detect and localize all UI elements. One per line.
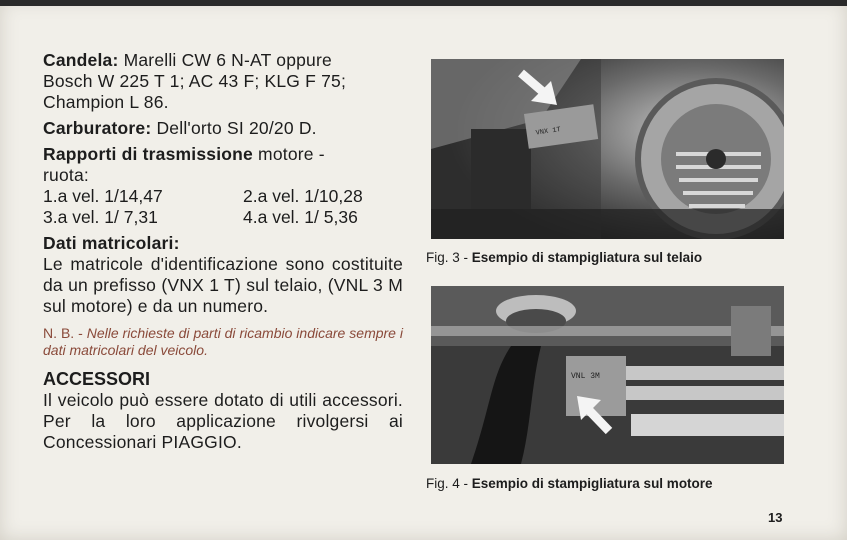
- serial-block: [43, 233, 403, 317]
- left-column: [43, 50, 403, 453]
- carburatore-block: [43, 118, 403, 139]
- accessories-text: Il veicolo può essere dotato di utili accessori. Per la loro applicazione rivolgersi ai Concessionari PIAGGIO.: [43, 390, 403, 452]
- candela-block: [43, 50, 403, 113]
- carburatore-label: Carburatore:: [43, 118, 152, 138]
- serial-text: Le matricole d'identificazione sono costituite da un prefisso (VNX 1 T) sul telaio, (VNL 3 M sul motore) e da un numero.: [43, 254, 403, 316]
- nb-text: Nelle richieste di parti di ricambio indicare sempre i dati matricolari del veicolo.: [43, 325, 404, 358]
- page-top-edge: [0, 0, 847, 6]
- candela-line2: Bosch W 225 T 1; AC 43 F; KLG F 75;: [43, 71, 347, 91]
- accessories-heading: ACCESSORI: [43, 369, 151, 389]
- serial-label: Dati matricolari:: [43, 233, 180, 253]
- figure-4-caption: [426, 476, 713, 491]
- nb-note: [43, 325, 403, 359]
- figure-3-photo: [431, 59, 784, 239]
- candela-label: Candela:: [43, 50, 119, 70]
- figure-4-photo-illustration: [431, 286, 784, 464]
- ratios-label: Rapporti di trasmissione: [43, 144, 253, 164]
- nb-prefix: N. B. -: [43, 325, 87, 341]
- ratio-2: 2.a vel. 1/10,28: [243, 186, 363, 206]
- figure-4-stamp: VNL 3M: [571, 372, 600, 381]
- carburatore-value: Dell'orto SI 20/20 D.: [151, 118, 317, 138]
- figure-4-caption-text: Esempio di stampigliatura sul motore: [471, 476, 713, 491]
- ratios-line2: ruota:: [43, 165, 89, 185]
- figure-4-photo: [431, 286, 784, 464]
- figure-3-prefix: Fig. 3 -: [426, 250, 472, 265]
- ratio-1: 1.a vel. 1/14,47: [43, 186, 163, 206]
- ratios-block: [43, 144, 403, 186]
- figure-3-caption-text: Esempio di stampigliatura sul telaio: [471, 250, 703, 265]
- candela-line1: Marelli CW 6 N-AT oppure: [118, 50, 332, 70]
- ratios-table: [43, 186, 403, 228]
- ratio-3: 3.a vel. 1/ 7,31: [43, 207, 158, 227]
- figure-3-caption: [426, 250, 702, 265]
- figure-3-stamp: VNX 1T: [535, 126, 562, 138]
- figure-4-prefix: Fig. 4 -: [426, 476, 472, 491]
- candela-line3: Champion L 86.: [43, 92, 169, 112]
- page-number: 13: [768, 510, 783, 525]
- ratio-4: 4.a vel. 1/ 5,36: [243, 207, 358, 227]
- ratios-rest: motore -: [252, 144, 325, 164]
- figure-3-photo-illustration: [431, 59, 784, 239]
